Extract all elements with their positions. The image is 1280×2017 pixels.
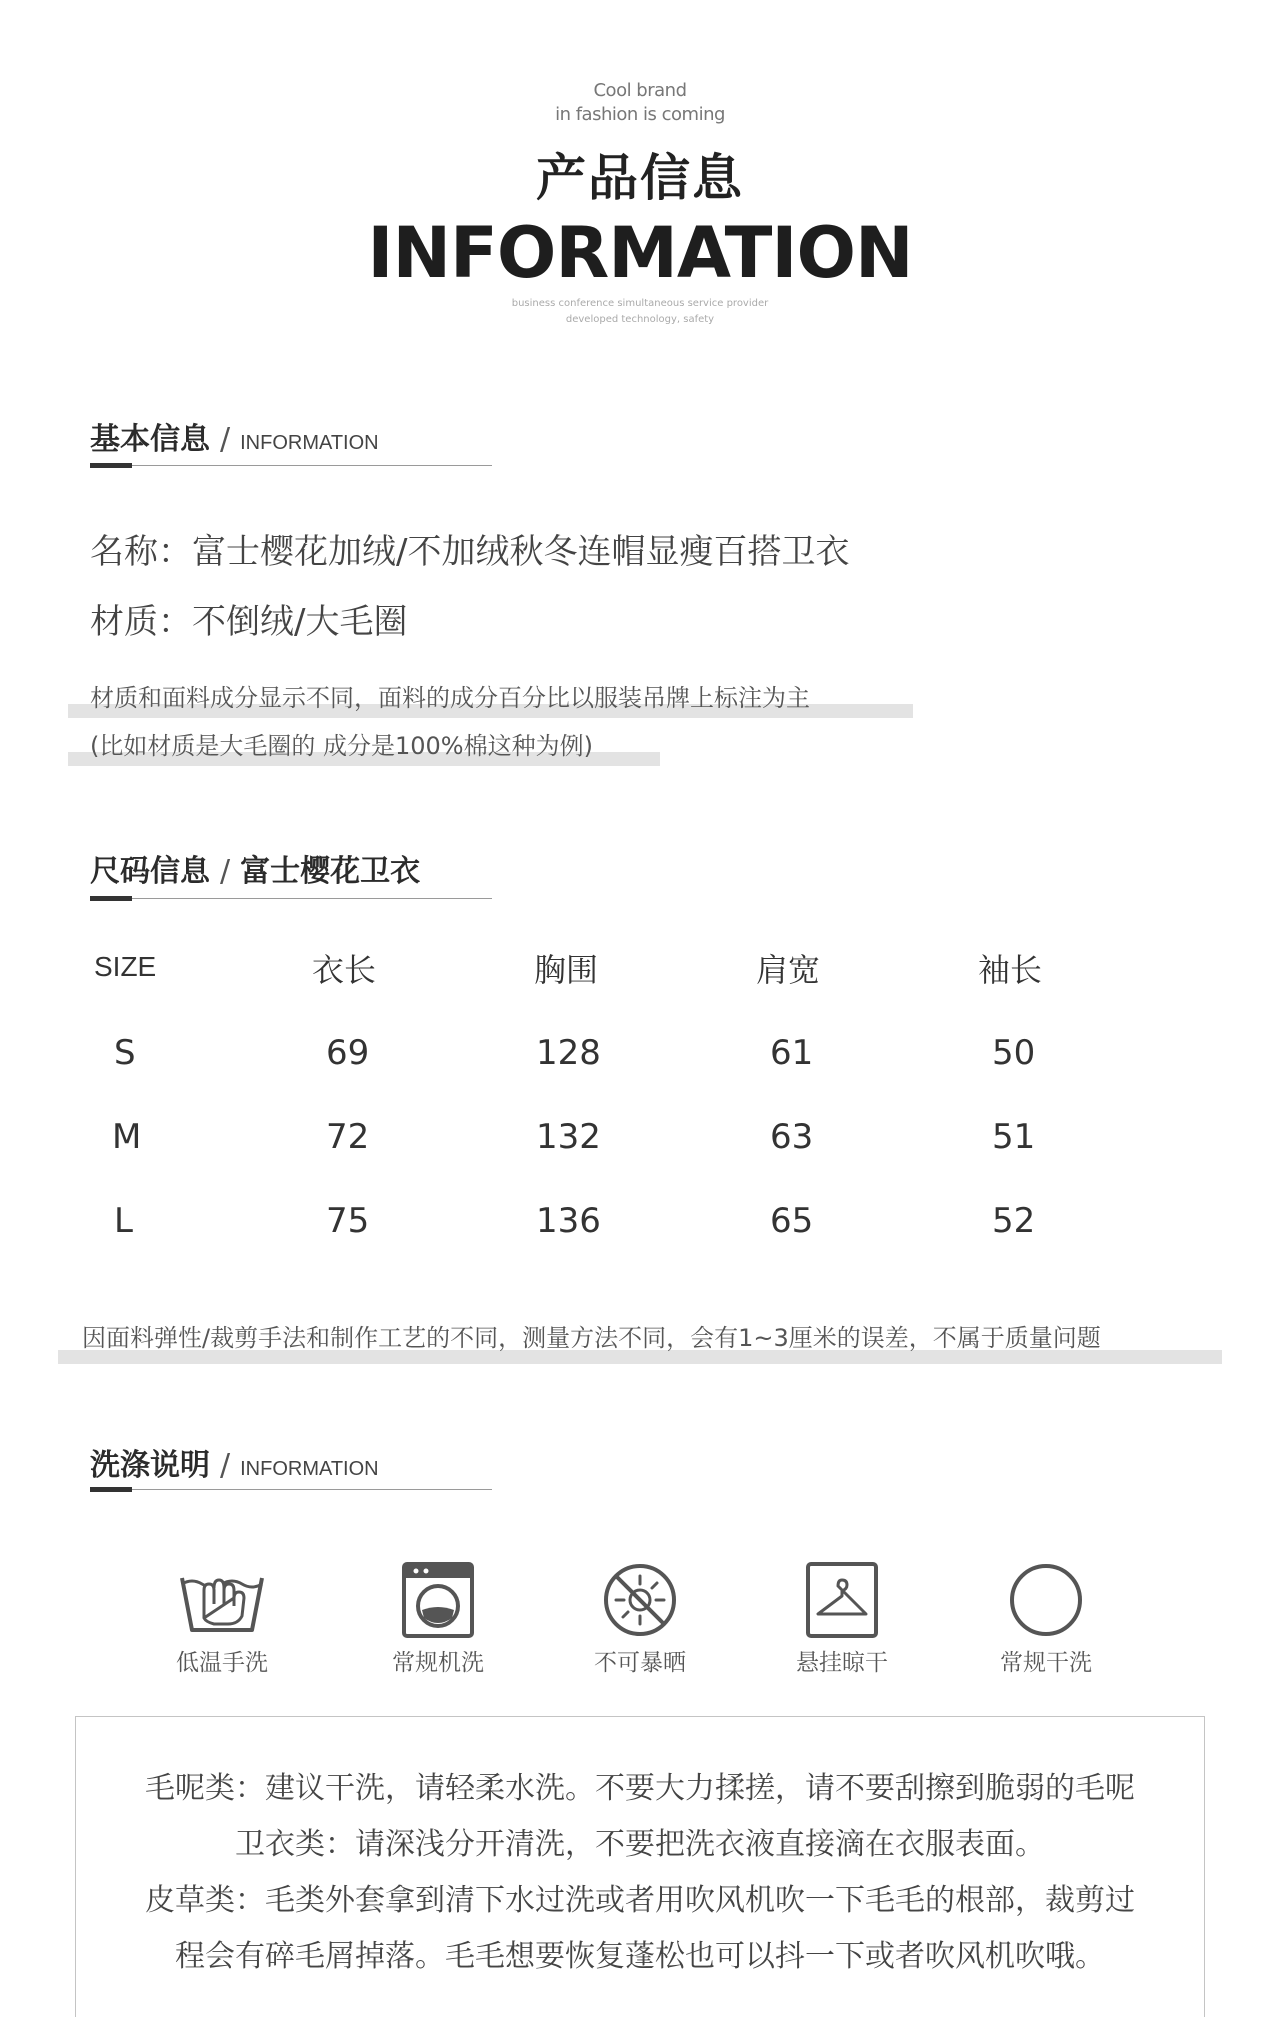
machine-wash-icon bbox=[388, 1560, 488, 1640]
care-dry-clean bbox=[966, 1560, 1126, 1677]
header-cell-size: SIZE bbox=[94, 951, 157, 982]
care-label: 不可暴晒 bbox=[594, 1650, 686, 1676]
hang-dry-icon bbox=[792, 1560, 892, 1640]
care-line-fur: 皮草类：毛类外套拿到清下水过洗或者用吹风机吹一下毛毛的根部，裁剪过 bbox=[145, 1883, 1135, 1918]
size-table-header bbox=[90, 945, 1090, 1029]
table-row bbox=[90, 1201, 1090, 1285]
header-cell-chest: 胸围 bbox=[534, 951, 599, 989]
table-cell: 65 bbox=[770, 1201, 814, 1241]
care-machine-wash bbox=[358, 1560, 518, 1677]
table-cell: 50 bbox=[992, 1033, 1036, 1073]
care-label: 低温手洗 bbox=[176, 1650, 268, 1676]
table-cell: 72 bbox=[326, 1117, 370, 1157]
fine-print-2: developed technology, safety bbox=[565, 314, 715, 325]
section-subtitle: INFORMATION bbox=[240, 432, 379, 454]
table-row bbox=[90, 1117, 1090, 1201]
section-title-text: 尺码信息 bbox=[90, 854, 210, 889]
brand-tagline-1: Cool brand bbox=[593, 80, 687, 101]
care-line-sweatshirt: 卫衣类：请深浅分开清洗，不要把洗衣液直接滴在衣服表面。 bbox=[235, 1827, 1045, 1862]
no-sun-dry-icon bbox=[590, 1560, 690, 1640]
size-table bbox=[90, 945, 1090, 1285]
care-line-wool: 毛呢类：建议干洗，请轻柔水洗。不要大力揉搓，请不要刮擦到脆弱的毛呢 bbox=[145, 1771, 1135, 1806]
care-instructions-box bbox=[75, 1716, 1205, 2017]
header-cell-sleeve: 袖长 bbox=[978, 951, 1043, 989]
section-accent-bar bbox=[90, 463, 132, 468]
section-accent-bar bbox=[90, 896, 132, 901]
section-title-wash-info bbox=[90, 1440, 379, 1484]
table-cell: S bbox=[114, 1033, 136, 1073]
section-title-size-info bbox=[90, 846, 420, 890]
table-cell: 52 bbox=[992, 1201, 1036, 1241]
table-cell: 61 bbox=[770, 1033, 814, 1073]
section-divider bbox=[90, 1489, 492, 1490]
header-cell-length: 衣长 bbox=[312, 951, 377, 989]
table-cell: 69 bbox=[326, 1033, 370, 1073]
care-label: 常规机洗 bbox=[392, 1650, 484, 1676]
care-label: 常规干洗 bbox=[1000, 1650, 1092, 1676]
section-title-slash: / bbox=[220, 854, 231, 889]
section-subtitle: 富士樱花卫衣 bbox=[240, 854, 421, 889]
product-material: 材质：不倒绒/大毛圈 bbox=[90, 602, 408, 642]
section-divider bbox=[90, 465, 492, 466]
section-title-basic-info bbox=[90, 414, 379, 458]
section-title-text: 基本信息 bbox=[90, 422, 210, 457]
product-name: 名称：富士樱花加绒/不加绒秋冬连帽显瘦百搭卫衣 bbox=[90, 532, 850, 572]
page-title-cn: 产品信息 bbox=[536, 149, 744, 207]
table-cell: L bbox=[114, 1201, 133, 1241]
highlight-bar bbox=[58, 1350, 1222, 1364]
table-cell: 75 bbox=[326, 1201, 370, 1241]
section-accent-bar bbox=[90, 1487, 132, 1492]
page-title-en: INFORMATION bbox=[367, 212, 913, 294]
care-hang-dry bbox=[762, 1560, 922, 1677]
table-cell: 136 bbox=[536, 1201, 601, 1241]
care-line-fur-cont: 程会有碎毛屑掉落。毛毛想要恢复蓬松也可以抖一下或者吹风机吹哦。 bbox=[175, 1939, 1105, 1974]
table-cell: 51 bbox=[992, 1117, 1036, 1157]
section-subtitle: INFORMATION bbox=[240, 1458, 379, 1480]
care-no-sun-dry bbox=[560, 1560, 720, 1677]
material-note-line-2: (比如材质是大毛圈的 成分是100%棉这种为例) bbox=[68, 728, 810, 772]
care-hand-wash bbox=[142, 1560, 302, 1677]
section-divider bbox=[90, 898, 492, 899]
care-label: 悬挂晾干 bbox=[796, 1650, 888, 1676]
table-cell: 63 bbox=[770, 1117, 814, 1157]
section-title-text: 洗涤说明 bbox=[90, 1448, 210, 1483]
header-cell-shoulder: 肩宽 bbox=[756, 951, 821, 989]
material-note-line-1: 材质和面料成分显示不同，面料的成分百分比以服装吊牌上标注为主 bbox=[68, 680, 810, 724]
material-note bbox=[68, 680, 810, 772]
section-title-slash: / bbox=[220, 422, 231, 457]
dry-clean-icon bbox=[996, 1560, 1096, 1640]
table-cell: M bbox=[112, 1117, 142, 1157]
table-row bbox=[90, 1033, 1090, 1117]
table-cell: 132 bbox=[536, 1117, 601, 1157]
table-cell: 128 bbox=[536, 1033, 601, 1073]
section-title-slash: / bbox=[220, 1448, 231, 1483]
hand-wash-icon bbox=[172, 1560, 272, 1640]
measurement-note: 因面料弹性/裁剪手法和制作工艺的不同，测量方法不同，会有1~3厘米的误差，不属于质量问题 bbox=[58, 1318, 1222, 1353]
brand-tagline-2: in fashion is coming bbox=[555, 104, 725, 125]
fine-print-1: business conference simultaneous service provider bbox=[511, 298, 769, 309]
